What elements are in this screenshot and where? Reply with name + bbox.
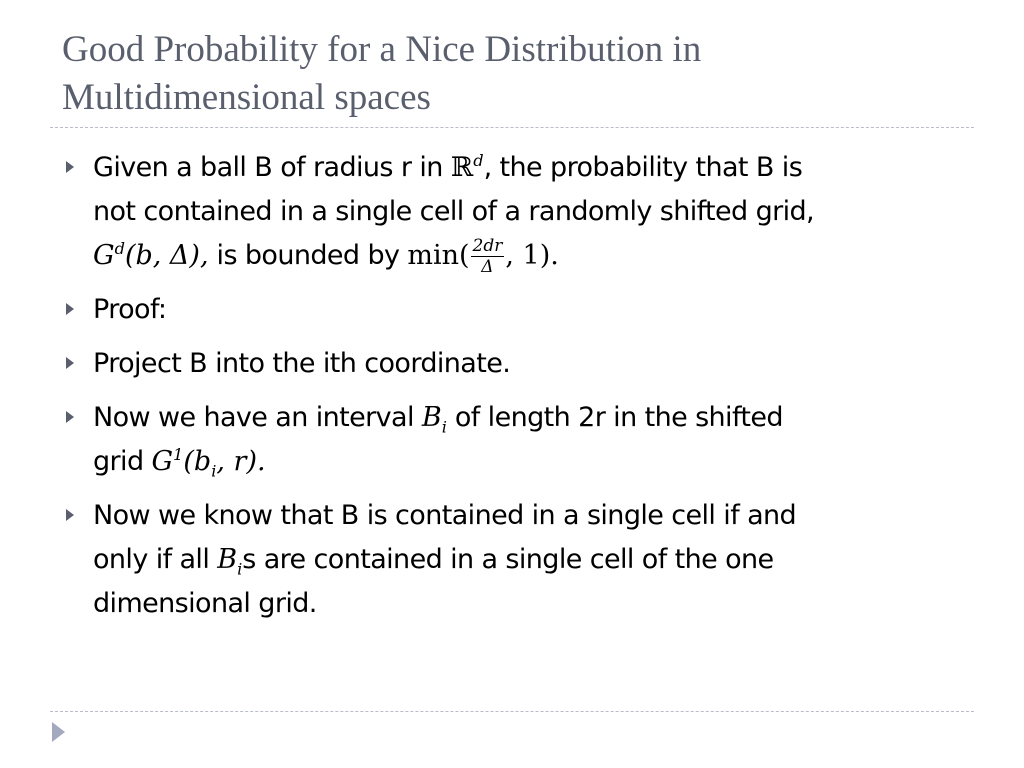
footer-divider xyxy=(50,711,974,712)
text-run: of length 2r in the shifted xyxy=(446,402,783,433)
bullet-line: not contained in a single cell of a randomly shifted grid, xyxy=(93,196,815,227)
superscript: d xyxy=(114,239,125,258)
text-run: is bounded by xyxy=(208,240,408,271)
bullet-contained xyxy=(62,494,942,626)
bullet-triangle-icon xyxy=(66,161,74,173)
subscript: i xyxy=(211,461,217,481)
fraction xyxy=(471,236,505,277)
slide-content xyxy=(62,146,942,636)
text-run: grid xyxy=(93,446,152,477)
bullet-line: Proof: xyxy=(93,294,167,325)
math-min: min( xyxy=(407,240,470,271)
fraction-numerator: 2dr xyxy=(472,236,503,256)
bullet-project xyxy=(62,342,942,386)
bullet-ball-probability xyxy=(62,146,942,278)
bullet-line xyxy=(93,234,942,278)
bullet-line xyxy=(93,440,942,484)
math-symbol: B xyxy=(421,402,442,433)
math-args: (b xyxy=(183,446,212,477)
real-numbers-symbol: ℝ xyxy=(450,152,474,183)
bullet-line xyxy=(93,396,942,440)
text-run: Given a ball B of radius r in xyxy=(93,152,451,183)
bullet-interval xyxy=(62,396,942,484)
subscript: i xyxy=(237,559,243,579)
title-divider xyxy=(50,127,974,128)
bullet-line: Project B into the ith coordinate. xyxy=(93,348,511,379)
superscript: d xyxy=(473,151,484,170)
math-symbol: G xyxy=(93,240,115,271)
bullet-triangle-icon xyxy=(66,357,74,369)
slide-title-line-2: Multidimensional spaces xyxy=(62,77,431,118)
math-symbol: G xyxy=(151,446,174,477)
slide-title xyxy=(62,26,982,122)
slide-title-line-1: Good Probability for a Nice Distribution in xyxy=(62,29,702,70)
bullet-triangle-icon xyxy=(66,411,74,423)
bullet-triangle-icon xyxy=(66,509,74,521)
math-tail: , 1). xyxy=(505,240,559,271)
text-run: s are contained in a single cell of the one xyxy=(242,544,774,575)
math-args: , r). xyxy=(216,446,266,477)
subscript: i xyxy=(441,417,447,437)
superscript: 1 xyxy=(173,445,184,464)
bullet-triangle-icon xyxy=(66,303,74,315)
play-triangle-icon[interactable] xyxy=(52,722,65,742)
math-symbol: B xyxy=(217,544,238,575)
bullet-line: Now we know that B is contained in a single cell if and xyxy=(93,500,797,531)
math-args: (b, Δ), xyxy=(124,240,209,271)
bullet-line xyxy=(93,538,942,582)
fraction-denominator: Δ xyxy=(481,257,494,277)
bullet-line xyxy=(93,146,942,190)
text-run: only if all xyxy=(93,544,218,575)
text-run: Now we have an interval xyxy=(93,402,422,433)
bullet-proof xyxy=(62,288,942,332)
bullet-line: dimensional grid. xyxy=(93,588,317,619)
text-run: , the probability that B is xyxy=(483,152,803,183)
